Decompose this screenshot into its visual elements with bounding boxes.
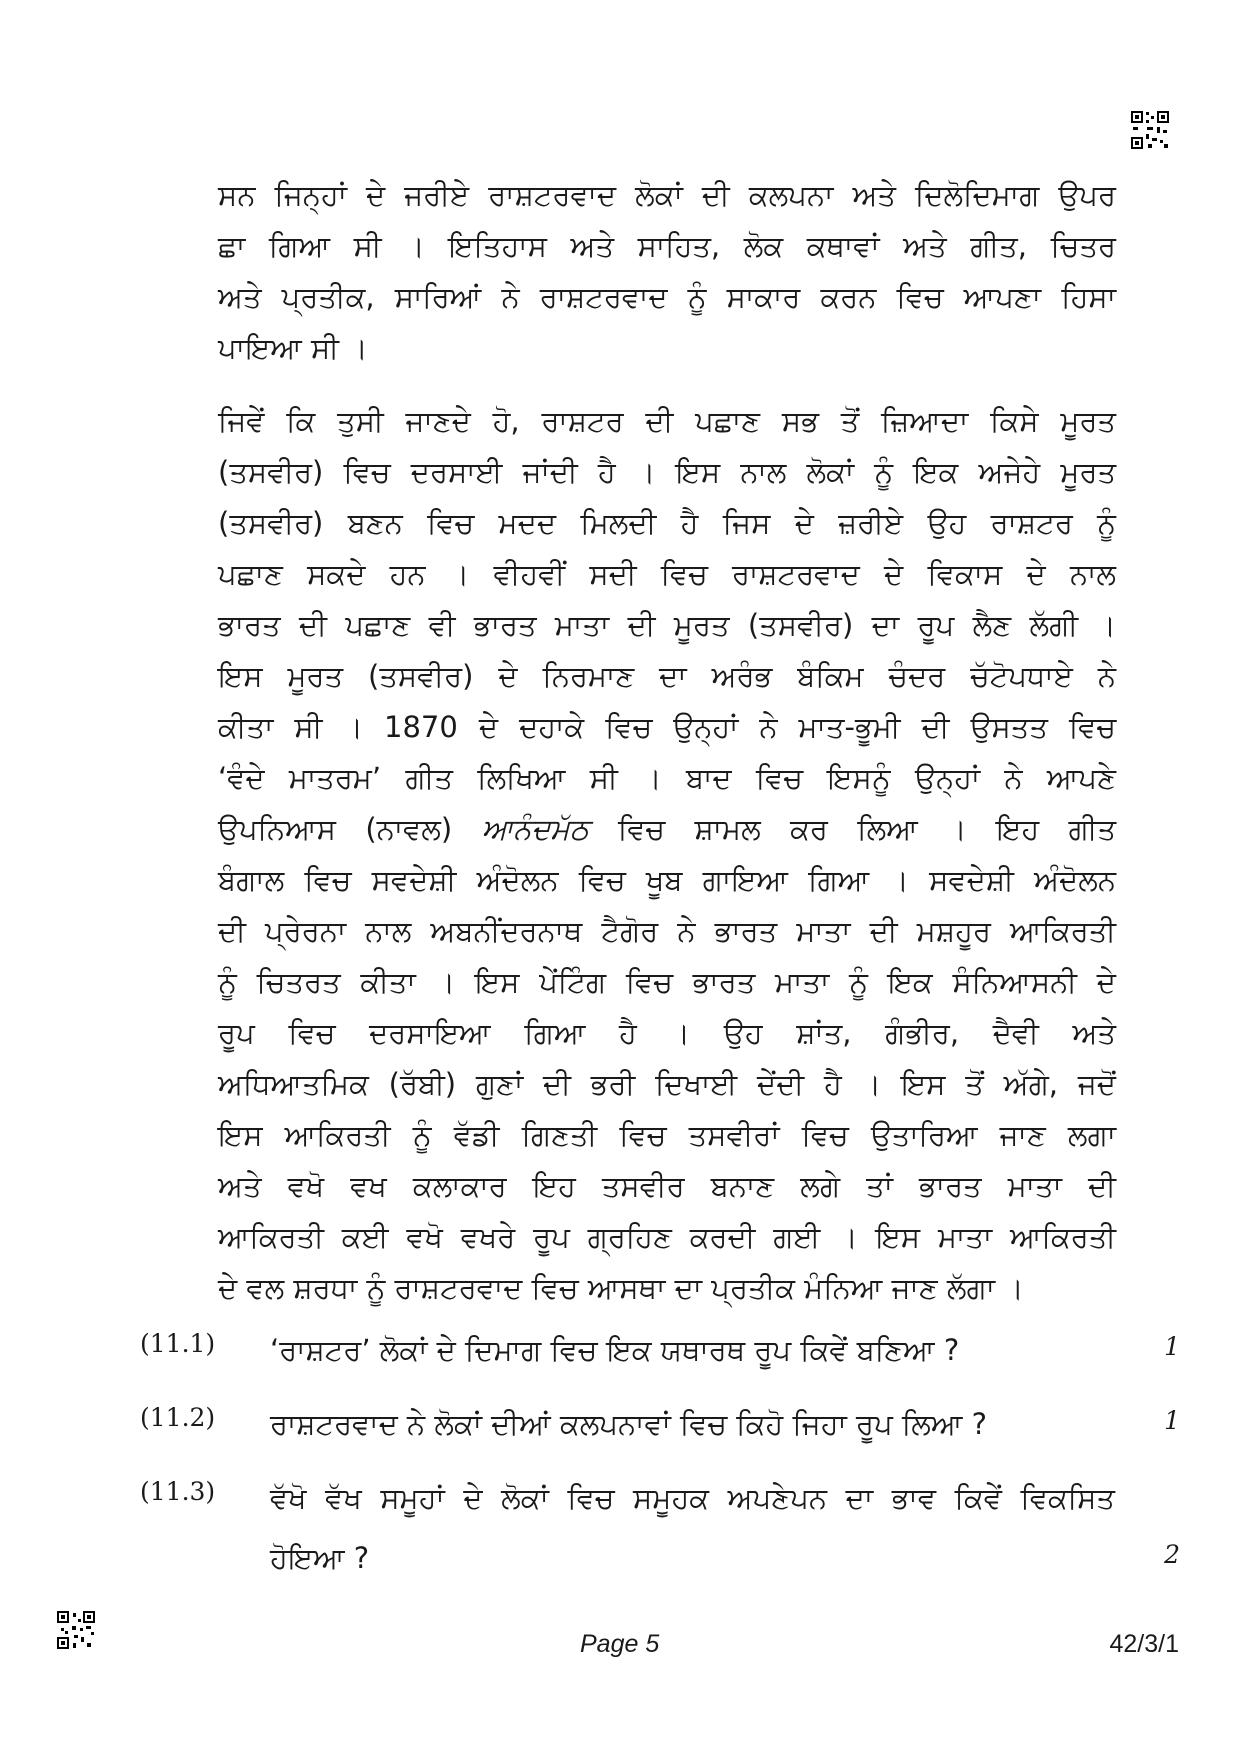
passage-text: ਵਿਚ ਸ਼ਾਮਲ ਕਰ ਲਿਆ । ਇਹ ਗੀਤ [588, 812, 1117, 846]
passage-line: ਸਨ ਜਿਨ੍ਹਾਂ ਦੇ ਜਰੀਏ ਰਾਸ਼ਟਰਵਾਦ ਲੋਕਾਂ ਦੀ ਕਲਪਨਾ ਅਤੇ ਦਿਲੋਦਿਮਾਗ ਉਪਰ [218, 178, 1116, 212]
page-number: Page 5 [580, 1630, 660, 1658]
passage-line: ਦੇ ਵਲ ਸ਼ਰਧਾ ਨੂੰ ਰਾਸ਼ਟਰਵਾਦ ਵਿਚ ਆਸਥਾ ਦਾ ਪ੍ਰਤੀਕ ਮੰਨਿਆ ਜਾਣ ਲੱਗਾ । [218, 1271, 1024, 1305]
question-marks: 2 [1164, 1540, 1180, 1569]
passage-line: ਜਿਵੇਂ ਕਿ ਤੁਸੀ ਜਾਣਦੇ ਹੋ, ਰਾਸ਼ਟਰ ਦੀ ਪਛਾਣ ਸਭ ਤੋਂ ਜ਼ਿਆਦਾ ਕਿਸੇ ਮੂਰਤ [218, 404, 1116, 438]
question-number: (11.2) [140, 1403, 216, 1432]
passage-line: ਪਾਇਆ ਸੀ । [218, 331, 368, 365]
paper-code: 42/3/1 [1109, 1630, 1179, 1658]
passage-line: ਦੀ ਪ੍ਰੇਰਨਾ ਨਾਲ ਅਬਨੀਂਦਰਨਾਥ ਟੈਗੋਰ ਨੇ ਭਾਰਤ ਮਾਤਾ ਦੀ ਮਸ਼ਹੂਰ ਆਕਿਰਤੀ [218, 914, 1116, 948]
question-text: ਹੋਇਆ ? [270, 1541, 370, 1575]
passage-line: ਇਸ ਮੂਰਤ (ਤਸਵੀਰ) ਦੇ ਨਿਰਮਾਣ ਦਾ ਅਰੰਭ ਬੰਕਿਮ ਚੰਦਰ ਚੱਟੋਪਧਾਏ ਨੇ [218, 659, 1116, 693]
passage-line: ਅਧਿਆਤਮਿਕ (ਰੱਬੀ) ਗੁਣਾਂ ਦੀ ਭਰੀ ਦਿਖਾਈ ਦੇਂਦੀ ਹੈ । ਇਸ ਤੋਂ ਅੱਗੇ, ਜਦੋਂ [218, 1067, 1116, 1101]
passage-line: ‘ਵੰਦੇ ਮਾਤਰਮ’ ਗੀਤ ਲਿਖਿਆ ਸੀ । ਬਾਦ ਵਿਚ ਇਸਨੂੰ ਉਨ੍ਹਾਂ ਨੇ ਆਪਣੇ [218, 761, 1116, 795]
passage-line: ਨੂੰ ਚਿਤਰਤ ਕੀਤਾ । ਇਸ ਪੇਂਟਿੰਗ ਵਿਚ ਭਾਰਤ ਮਾਤਾ ਨੂੰ ਇਕ ਸੰਨਿਆਸਨੀ ਦੇ [218, 965, 1116, 999]
question-text: ਰਾਸ਼ਟਰਵਾਦ ਨੇ ਲੋਕਾਂ ਦੀਆਂ ਕਲਪਨਾਵਾਂ ਵਿਚ ਕਿਹੋ ਜਿਹਾ ਰੂਪ ਲਿਆ ? [270, 1407, 988, 1441]
passage-line: ਪਛਾਣ ਸਕਦੇ ਹਨ । ਵੀਹਵੀਂ ਸਦੀ ਵਿਚ ਰਾਸ਼ਟਰਵਾਦ ਦੇ ਵਿਕਾਸ ਦੇ ਨਾਲ [218, 557, 1116, 591]
question-marks: 1 [1164, 1406, 1180, 1435]
passage-line: ਅਤੇ ਵਖੋ ਵਖ ਕਲਾਕਾਰ ਇਹ ਤਸਵੀਰ ਬਨਾਣ ਲਗੇ ਤਾਂ ਭਾਰਤ ਮਾਤਾ ਦੀ [218, 1169, 1116, 1203]
passage-line: ਭਾਰਤ ਦੀ ਪਛਾਣ ਵੀ ਭਾਰਤ ਮਾਤਾ ਦੀ ਮੂਰਤ (ਤਸਵੀਰ) ਦਾ ਰੂਪ ਲੈਣ ਲੱਗੀ । [218, 608, 1116, 642]
question-number: (11.1) [140, 1329, 216, 1358]
qr-code-top-icon [1130, 110, 1170, 150]
passage-line: ਬੰਗਾਲ ਵਿਚ ਸਵਦੇਸ਼ੀ ਅੰਦੋਲਨ ਵਿਚ ਖੂਬ ਗਾਇਆ ਗਿਆ । ਸਵਦੇਸ਼ੀ ਅੰਦੋਲਨ [218, 863, 1116, 897]
passage-line: ਇਸ ਆਕਿਰਤੀ ਨੂੰ ਵੱਡੀ ਗਿਣਤੀ ਵਿਚ ਤਸਵੀਰਾਂ ਵਿਚ ਉਤਾਰਿਆ ਜਾਣ ਲਗਾ [218, 1118, 1116, 1152]
passage [218, 170, 1116, 1336]
novel-title: ਆਨੰਦਮੱਠ [481, 812, 589, 846]
paragraph-1 [218, 170, 1116, 374]
passage-text: ਉਪਨਿਆਸ (ਨਾਵਲ) [218, 812, 482, 846]
passage-line: (ਤਸਵੀਰ) ਵਿਚ ਦਰਸਾਈ ਜਾਂਦੀ ਹੈ । ਇਸ ਨਾਲ ਲੋਕਾਂ ਨੂੰ ਇਕ ਅਜੇਹੇ ਮੂਰਤ [218, 455, 1116, 489]
passage-line-with-novel-title [218, 804, 1116, 855]
question-text: ‘ਰਾਸ਼ਟਰ’ ਲੋਕਾਂ ਦੇ ਦਿਮਾਗ ਵਿਚ ਇਕ ਯਥਾਰਥ ਰੂਪ ਕਿਵੇਂ ਬਣਿਆ ? [270, 1333, 960, 1367]
qr-code-bottom-icon [56, 1610, 96, 1650]
question-text: ਵੱਖੋ ਵੱਖ ਸਮੂਹਾਂ ਦੇ ਲੋਕਾਂ ਵਿਚ ਸਮੂਹਕ ਅਪਣੇਪਨ ਦਾ ਭਾਵ ਕਿਵੇਂ ਵਿਕਸਿਤ [270, 1481, 1115, 1515]
passage-line: ਕੀਤਾ ਸੀ । 1870 ਦੇ ਦਹਾਕੇ ਵਿਚ ਉਨ੍ਹਾਂ ਨੇ ਮਾਤ-ਭੂਮੀ ਦੀ ਉਸਤਤ ਵਿਚ [218, 710, 1116, 744]
passage-line: ਰੂਪ ਵਿਚ ਦਰਸਾਇਆ ਗਿਆ ਹੈ । ਉਹ ਸ਼ਾਂਤ, ਗੰਭੀਰ, ਦੈਵੀ ਅਤੇ [218, 1016, 1116, 1050]
paragraph-2 [218, 396, 1116, 1314]
passage-line: ਅਤੇ ਪ੍ਰਤੀਕ, ਸਾਰਿਆਂ ਨੇ ਰਾਸ਼ਟਰਵਾਦ ਨੂੰ ਸਾਕਾਰ ਕਰਨ ਵਿਚ ਆਪਣਾ ਹਿਸਾ [218, 280, 1116, 314]
passage-line: ਛਾ ਗਿਆ ਸੀ । ਇਤਿਹਾਸ ਅਤੇ ਸਾਹਿਤ, ਲੋਕ ਕਥਾਵਾਂ ਅਤੇ ਗੀਤ, ਚਿਤਰ [218, 229, 1116, 263]
passage-line: (ਤਸਵੀਰ) ਬਣਨ ਵਿਚ ਮਦਦ ਮਿਲਦੀ ਹੈ ਜਿਸ ਦੇ ਜ਼ਰੀਏ ਉਹ ਰਾਸ਼ਟਰ ਨੂੰ [218, 506, 1116, 540]
passage-line: ਆਕਿਰਤੀ ਕਈ ਵਖੋ ਵਖਰੇ ਰੂਪ ਗ੍ਰਹਿਣ ਕਰਦੀ ਗਈ । ਇਸ ਮਾਤਾ ਆਕਿਰਤੀ [218, 1220, 1116, 1254]
question-number: (11.3) [140, 1477, 216, 1506]
question-marks: 1 [1164, 1332, 1180, 1361]
